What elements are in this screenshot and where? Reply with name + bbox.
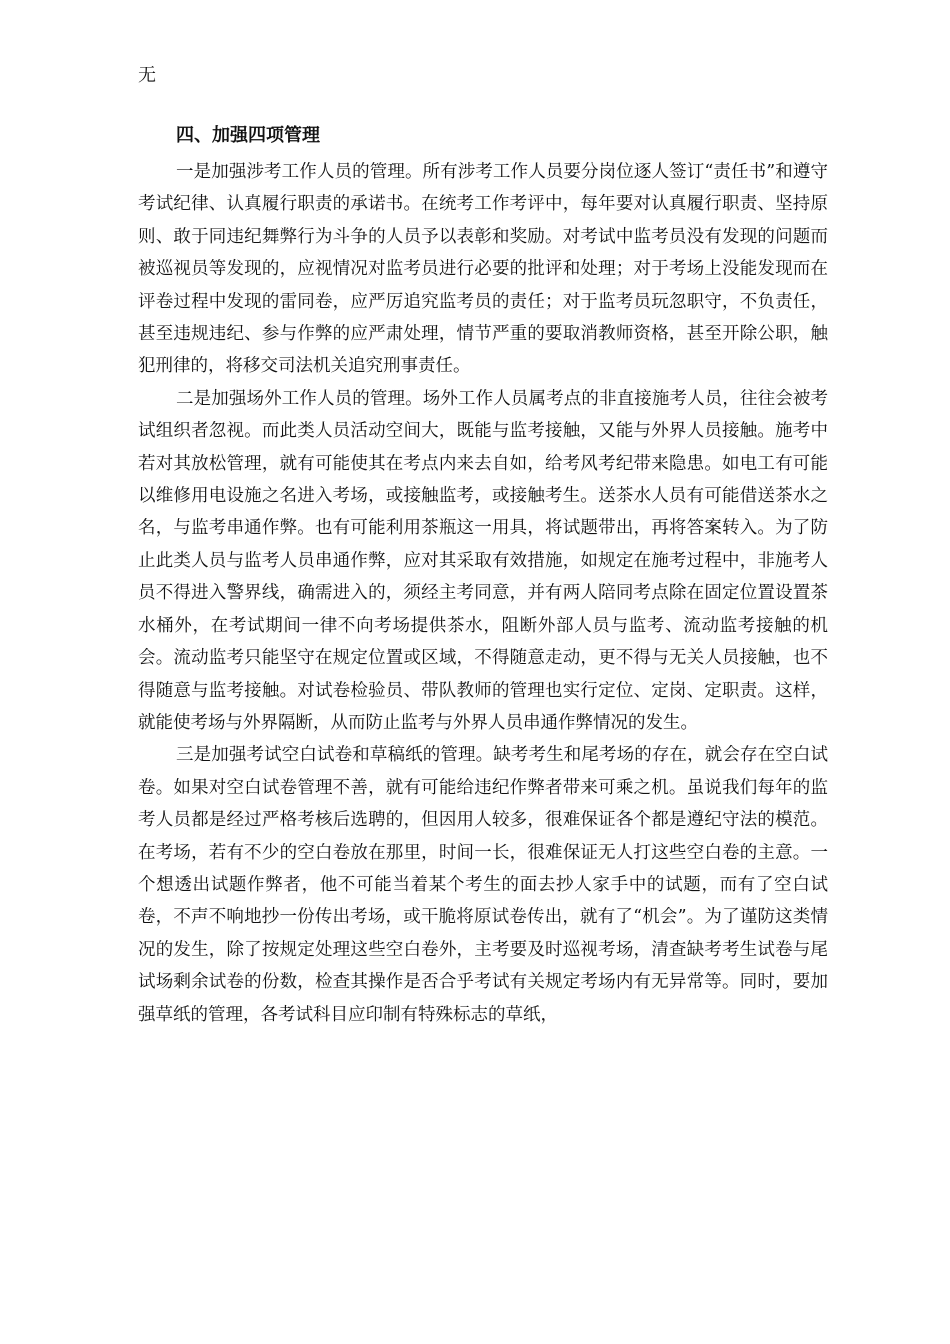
page-top-mark: 无	[138, 65, 156, 86]
paragraph-blank-paper-management: 三是加强考试空白试卷和草稿纸的管理。缺考考生和尾考场的存在，就会存在空白试卷。如果对空白试卷管理不善，就有可能给违纪作弊者带来可乘之机。虽说我们每年的监考人员都是经过严格考核后选聘的，但因用人较多，很难保证各个都是遵纪守法的模范。在考场，若有不少的空白卷放在那里，时间一长，很难保证无人打这些空白卷的主意。一个想透出试题作弊者，他不可能当着某个考生的面去抄人家手中的试题，而有了空白试卷，不声不响地抄一份传出考场，或干脆将原试卷传出，就有了“机会”。为了谨防这类情况的发生，除了按规定处理这些空白卷外，主考要及时巡视考场，清查缺考考生试卷与尾试场剩余试卷的份数，检查其操作是否合乎考试有关规定考场内有无异常等。同时，要加强草纸的管理，各考试科目应印制有特殊标志的草纸，	[138, 745, 828, 1025]
section-heading: 四、加强四项管理	[176, 125, 320, 146]
paragraph-staff-management: 一是加强涉考工作人员的管理。所有涉考工作人员要分岗位逐人签订“责任书”和遵守考试纪律、认真履行职责的承诺书。在统考工作考评中，每年要对认真履行职责、坚持原则、敢于同违纪舞弊行为斗争的人员予以表彰和奖励。对考试中监考员没有发现的问题而被巡视员等发现的，应视情况对监考员进行必要的批评和处理；对于考场上没能发现而在评卷过程中发现的雷同卷，应严厉追究监考员的责任；对于监考员玩忽职守，不负责任，甚至违规违纪、参与作弊的应严肃处理，情节严重的要取消教师资格，甚至开除公职，触犯刑律的，将移交司法机关追究刑事责任。	[138, 162, 828, 377]
document-body	[138, 116, 828, 1031]
paragraph-offsite-staff-management: 二是加强场外工作人员的管理。场外工作人员属考点的非直接施考人员，往往会被考试组织者忽视。而此类人员活动空间大，既能与监考接触，又能与外界人员接触。施考中若对其放松管理，就有可能使其在考点内来去自如，给考风考纪带来隐患。如电工有可能以维修用电设施之名进入考场，或接触监考，或接触考生。送茶水人员有可能借送茶水之名，与监考串通作弊。也有可能利用茶瓶这一用具，将试题带出，再将答案转入。为了防止此类人员与监考人员串通作弊，应对其采取有效措施，如规定在施考过程中，非施考人员不得进入警界线，确需进入的，须经主考同意，并有两人陪同考点除在固定位置设置茶水桶外，在考试期间一律不向考场提供茶水，阻断外部人员与监考、流动监考接触的机会。流动监考只能坚守在规定位置或区域，不得随意走动，更不得与无关人员接触，也不得随意与监考接触。对试卷检验员、带队教师的管理也实行定位、定岗、定职责。这样，就能使考场与外界隔断，从而防止监考与外界人员串通作弊情况的发生。	[138, 388, 828, 733]
